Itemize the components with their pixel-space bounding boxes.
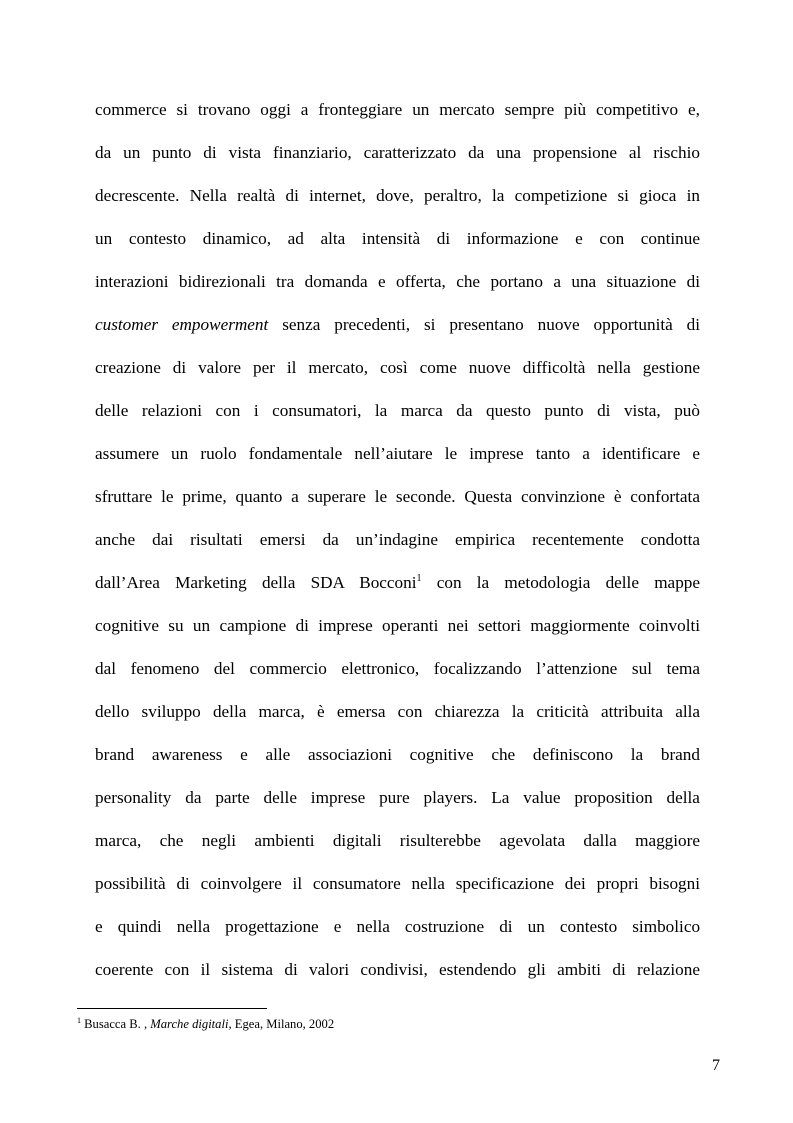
- text-line: cognitive su un campione di imprese operanti nei settori maggiormente coinvolti: [95, 616, 701, 635]
- text-line: dal fenomeno del commercio elettronico, focalizzando l’attenzione sul tema: [95, 659, 700, 678]
- text-line: dall’Area Marketing della SDA Bocconi$^1$ con la metodologia delle mappe: [95, 573, 701, 592]
- body-paragraph: [95, 88, 700, 991]
- text-line: customer empowerment senza precedenti, si presentano nuove opportunità di: [95, 315, 701, 334]
- text-line: interazioni bidirezionali tra domanda e offerta, che portano a una situazione di: [95, 272, 700, 291]
- text-line: commerce si trovano oggi a fronteggiare un mercato sempre più competitivo e,: [95, 100, 700, 119]
- footnote-marker: 1: [77, 1016, 81, 1025]
- footnote-publisher: Egea, Milano, 2002: [231, 1017, 335, 1031]
- text-line: assumere un ruolo fondamentale nell’aiutare le imprese tanto a identificare e: [95, 444, 700, 463]
- italic-term: customer empowerment: [95, 315, 269, 334]
- text-line: delle relazioni con i consumatori, la marca da questo punto di vista, può: [95, 401, 700, 420]
- text-line: marca, che negli ambienti digitali risulterebbe agevolata dalla maggiore: [95, 831, 700, 850]
- text-line: anche dai risultati emersi da un’indagine empirica recentemente condotta: [95, 530, 700, 549]
- text-line: dello sviluppo della marca, è emersa con chiarezza la criticità attribuita alla: [95, 702, 701, 721]
- text-line: coerente con il sistema di valori condivisi, estendendo gli ambiti di relazione: [95, 960, 700, 979]
- text-line: creazione di valore per il mercato, così come nuove difficoltà nella gestione: [95, 358, 700, 377]
- footnote: [77, 1016, 334, 1032]
- text-line: decrescente. Nella realtà di internet, dove, peraltro, la competizione si gioca in: [95, 186, 700, 205]
- page-number: 7: [712, 1057, 720, 1074]
- text-line: sfruttare le prime, quanto a superare le seconde. Questa convinzione è confortata: [95, 487, 700, 506]
- text-line: da un punto di vista finanziario, caratterizzato da una propensione al rischio: [95, 143, 700, 162]
- footnote-author: Busacca B. ,: [81, 1017, 151, 1031]
- text-line: e quindi nella progettazione e nella costruzione di un contesto simbolico: [95, 917, 701, 936]
- text-line: un contesto dinamico, ad alta intensità di informazione e con continue: [95, 229, 700, 248]
- footnote-title: Marche digitali,: [150, 1017, 232, 1031]
- footnote-reference[interactable]: 1: [416, 573, 422, 584]
- footnote-separator: [77, 1008, 267, 1009]
- text-line: brand awareness e alle associazioni cognitive che definiscono la brand: [95, 745, 700, 764]
- text-line: possibilità di coinvolgere il consumatore nella specificazione dei propri bisogni: [95, 874, 701, 893]
- text-line: personality da parte delle imprese pure players. La value proposition della: [95, 788, 700, 807]
